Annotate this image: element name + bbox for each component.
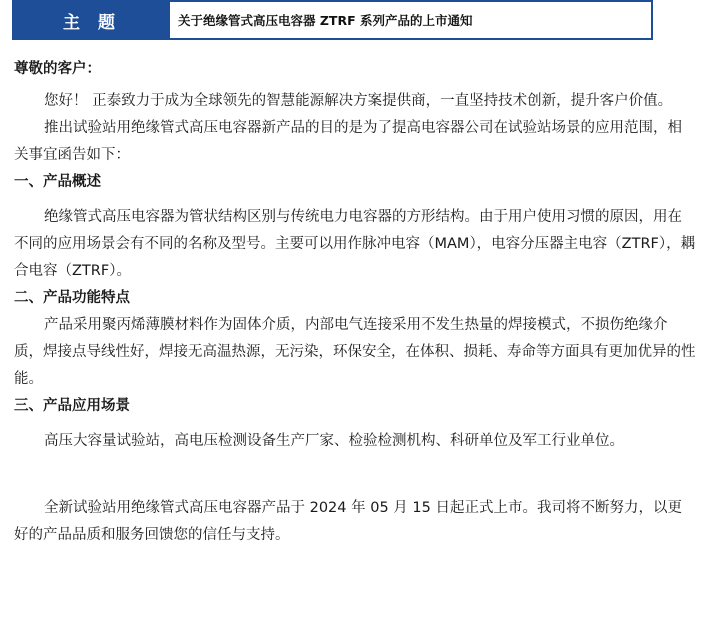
closing-paragraph: 全新试验站用绝缘管式高压电容器产品于 2024 年 05 月 15 日起正式上市。我司将不断努力，以更好的产品品质和服务回馈您的信任与支持。 xyxy=(14,500,682,543)
intro-paragraph: 您好！ 正泰致力于成为全球领先的智慧能源解决方案提供商，一直坚持技术创新，提升客户价值。 xyxy=(44,93,673,109)
subject-header xyxy=(12,0,653,40)
subject-title: 关于绝缘管式高压电容器 ZTRF 系列产品的上市通知 xyxy=(178,13,473,28)
section-body-features: 产品采用聚丙烯薄膜材料作为固体介质，内部电气连接采用不发生热量的焊接模式，不损伤绝缘介质，焊接点导线性好，焊接无高温热源，无污染，环保安全，在体积、损耗、寿命等方面具有更加优异的性能。 xyxy=(14,317,696,387)
purpose-paragraph: 推出试验站用绝缘管式高压电容器新产品的目的是为了提高电容器公司在试验站场景的应用范围，相关事宜函告如下： xyxy=(14,120,682,163)
section-heading-overview: 一、产品概述 xyxy=(14,174,101,190)
subject-label: 主 题 xyxy=(14,2,170,38)
salutation: 尊敬的客户： xyxy=(14,61,101,77)
section-body-applications: 高压大容量试验站，高电压检测设备生产厂家、检验检测机构、科研单位及军工行业单位。 xyxy=(44,433,624,449)
section-heading-applications: 三、产品应用场景 xyxy=(14,398,130,414)
letter-body xyxy=(14,56,696,549)
section-heading-features: 二、产品功能特点 xyxy=(14,290,130,306)
section-body-overview: 绝缘管式高压电容器为管状结构区别与传统电力电容器的方形结构。由于用户使用习惯的原因，用在不同的应用场景会有不同的名称及型号。主要可以用作脉冲电容（MAM），电容分压器主电容（ZTRF），耦合电容（ZTRF）。 xyxy=(14,209,696,279)
